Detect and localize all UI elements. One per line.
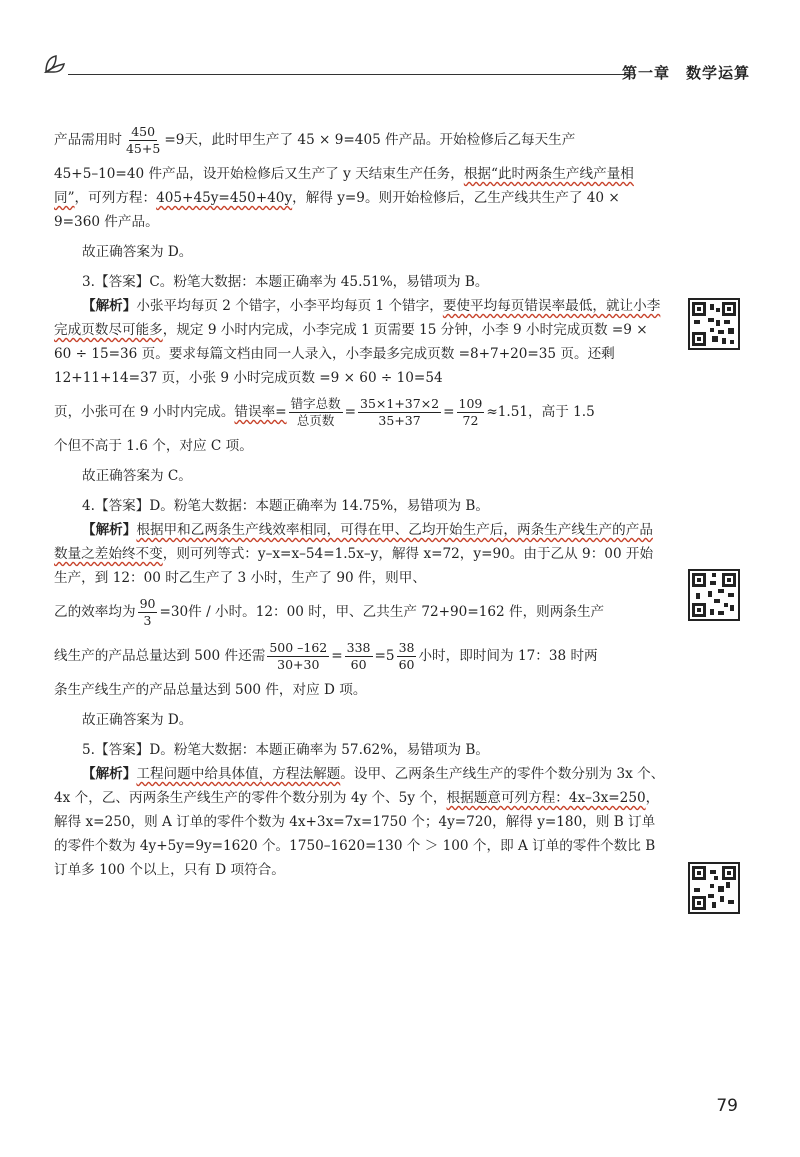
question-4-answer: 4.【答案】D。粉笔大数据：本题正确率为 14.75%，易错项为 B。 [82, 498, 489, 514]
fraction: $\frac{90}{3}$ [139, 596, 156, 628]
fraction: $\frac{\text{错字总数}}{\text{总页数}}$ [290, 396, 341, 428]
header-rule [68, 74, 628, 75]
question-5-answer: 5.【答案】D。粉笔大数据：本题正确率为 57.62%，易错项为 B。 [82, 742, 489, 758]
key-point: 工程问题中给具体值，方程法解题 [136, 766, 341, 782]
answer-line: 故正确答案为 C。 [82, 468, 192, 484]
key-point: 根据“此时两条生产线产量相同” [54, 166, 634, 206]
key-point: 要使平均每页错误率最低，就让小李完成页数尽可能多 [54, 298, 661, 338]
paragraph: 45+5–10=40 件产品，设开始检修后又生产了 y 天结束生产任务，根据“此时两条生产线产量相同”，可列方程：405+45y=450+40y，解得 y=9。则开始检修后，乙生产线共生产了 40 × 9=360 件产品。 [54, 166, 634, 230]
page-content [54, 118, 666, 882]
leaf-icon [40, 48, 70, 78]
question-4-analysis: 【解析】根据甲和乙两条生产线效率相同，可得在甲、乙均开始生产后，两条生产线生产的产品数量之差始终不变，则可列等式：y–x=x–54=1.5x–y，解得 x=72，y=90。由于乙从 9：00 开始生产，到 12：00 时乙生产了 3 小时，生产了 90 件，则甲、 [54, 522, 654, 586]
page-header [40, 48, 750, 88]
paragraph: 线生产的产品总量达到 500 件还需 $\frac{500 -162}{30+30}$ = $\frac{338}{60}$ =5 $\frac{38}{60}$ 小时，即时间为 17：38 时两 [54, 640, 598, 672]
qr-code-icon [690, 864, 738, 912]
key-point: 错误率= $\frac{\text{错字总数}}{\text{总页数}}$ [234, 396, 341, 428]
page-number: 79 [716, 1096, 738, 1116]
chapter-heading [622, 62, 750, 83]
paragraph: 页，小张可在 9 小时内完成。错误率= $\frac{\text{错字总数}}{\text{总页数}}$ = $\frac{35\times 1+37\times 2}{35+37}$ = $\frac{109}{72}$ ≈1.51，高于 1.5 [54, 396, 595, 428]
qr-code-icon [690, 571, 738, 619]
fraction: $\frac{38}{60}$ [398, 640, 415, 672]
fraction: $\frac{338}{60}$ [346, 640, 371, 672]
paragraph: 乙的效率均为 $\frac{90}{3}$ =30件 / 小时。12：00 时，甲、乙共生产 72+90=162 件，则两条生产 [54, 596, 605, 628]
chapter-number: 第一章 [621, 64, 670, 82]
question-3-answer: 3.【答案】C。粉笔大数据：本题正确率为 45.51%，易错项为 B。 [82, 274, 489, 290]
qr-code-icon[interactable] [688, 298, 740, 350]
answer-line: 故正确答案为 D。 [82, 712, 193, 728]
chapter-title: 数学运算 [685, 64, 750, 82]
fraction: $\frac{450}{45+5}$ [125, 124, 161, 156]
question-3-analysis: 【解析】小张平均每页 2 个错字，小李平均每页 1 个错字，要使平均每页错误率最低，就让小李完成页数尽可能多，规定 9 小时内完成，小李完成 1 页需要 15 分钟，小李 9 小时完成页数 =9 × 60 ÷ 15=36 页。要求每篇文档由同一人录入，小李最多完成页数 =8+7+20=35 页。还剩 12+11+14=37 页，小张 9 小时完成页数 =9 × 60 ÷ 10=54 [54, 298, 661, 386]
paragraph: 个但不高于 1.6 个，对应 C 项。 [54, 438, 253, 454]
key-point: 根据甲和乙两条生产线效率相同，可得在甲、乙均开始生产后，两条生产线生产的产品数量之差始终不变 [54, 522, 653, 562]
fraction: $\frac{35\times 1+37\times 2}{35+37}$ [360, 396, 440, 428]
qr-code-icon [690, 300, 738, 348]
paragraph: 条生产线生产的产品总量达到 500 件，对应 D 项。 [54, 682, 367, 698]
answer-line: 故正确答案为 D。 [82, 244, 193, 260]
qr-code-icon[interactable] [688, 862, 740, 914]
qr-code-icon[interactable] [688, 569, 740, 621]
fraction: $\frac{500 -162}{30+30}$ [269, 640, 328, 672]
key-equation: 405+45y=450+40y [156, 190, 293, 206]
key-equation: 根据题意可列方程：4x–3x=250 [446, 790, 646, 806]
paragraph: 产品需用时 $\frac{450}{45+5}$ =9天，此时甲生产了 45 × 9=405 件产品。开始检修后乙每天生产 [54, 124, 576, 156]
fraction: $\frac{109}{72}$ [458, 396, 483, 428]
question-5-analysis: 【解析】工程问题中给具体值，方程法解题。设甲、乙两条生产线生产的零件个数分别为 3x 个、4x 个，乙、丙两条生产线生产的零件个数分别为 4y 个、5y 个，根据题意可列方程：4x–3x=250，解得 x=250，则 A 订单的零件个数为 4x+3x=7x=1750 个；4y=720，解得 y=180，则 B 订单的零件个数为 4y+5y=9y=1620 个。1750–1620=130 个 ＞ 100 个，即 A 订单的零件个数比 B 订单多 100 个以上，只有 D 项符合。 [54, 766, 665, 878]
